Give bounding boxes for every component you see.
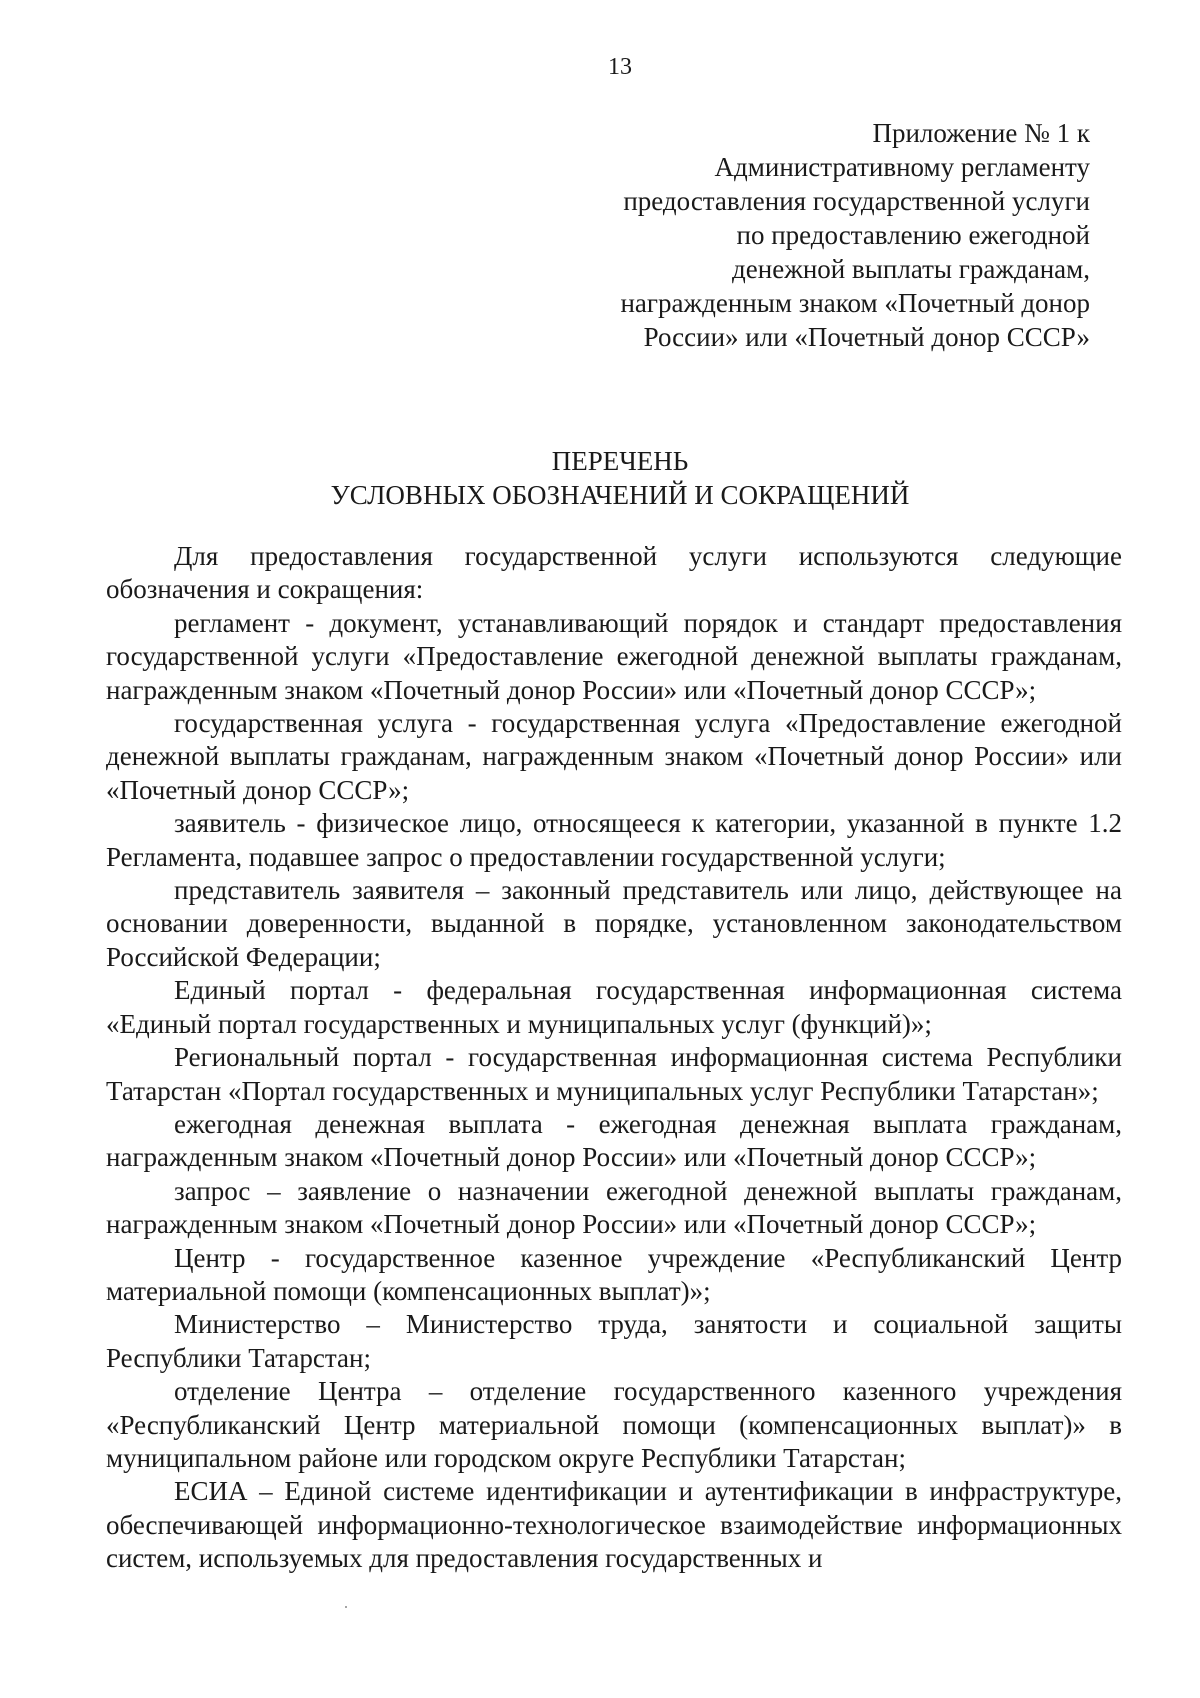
document-heading <box>0 444 1200 512</box>
definition-regionalnyi-portal: Региональный портал - государственная информационная система Республики Татарстан «Портал государственных и муниципальных услуг Республики Татарстан»; <box>106 1042 1122 1106</box>
definition-esia: ЕСИА – Единой системе идентификации и аутентификации в инфраструктуре, обеспечивающей информационно-технологическое взаимодействие информационных систем, используемых для предоставления государственных и <box>106 1476 1122 1574</box>
body-text <box>106 540 1122 1576</box>
appendix-line: Приложение № 1 к <box>872 118 1090 148</box>
scan-speck <box>345 1606 347 1608</box>
definition-zayavitel: заявитель - физическое лицо, относящееся к категории, указанной в пункте 1.2 Регламента, подавшее запрос о предоставлении государственной услуги; <box>106 808 1122 872</box>
appendix-line: денежной выплаты гражданам, <box>732 254 1090 284</box>
appendix-line: награжденным знаком «Почетный донор <box>620 288 1090 318</box>
definition-zapros: запрос – заявление о назначении ежегодной денежной выплаты гражданам, награжденным знаком «Почетный донор России» или «Почетный донор СССР»; <box>106 1175 1122 1240</box>
appendix-line: предоставления государственной услуги <box>623 186 1090 216</box>
definition-ministerstvo: Министерство – Министерство труда, занятости и социальной защиты Республики Татарстан; <box>106 1309 1122 1373</box>
paragraph-intro: Для предоставления государственной услуги используются следующие обозначения и сокращения: <box>106 541 1122 605</box>
appendix-line: по предоставлению ежегодной <box>736 220 1090 250</box>
appendix-line: России» или «Почетный донор СССР» <box>643 322 1090 352</box>
definition-predstavitel: представитель заявителя – законный представитель или лицо, действующее на основании доверенности, выданной в порядке, установленном законодательством Российской Федерации; <box>106 875 1122 972</box>
definition-reglament: регламент - документ, устанавливающий порядок и стандарт предоставления государственной услуги «Предоставление ежегодной денежной выплаты гражданам, награжденным знаком «Почетный донор России» или «Почетный донор СССР»; <box>106 607 1122 705</box>
definition-centr: Центр - государственное казенное учреждение «Республиканский Центр материальной помощи (компенсационных выплат)»; <box>106 1242 1122 1306</box>
definition-gos-usluga: государственная услуга - государственная услуга «Предоставление ежегодной денежной выплаты гражданам, награжденным знаком «Почетный донор России» или «Почетный донор СССР»; <box>106 708 1122 805</box>
appendix-block <box>470 116 1090 354</box>
appendix-line: Административному регламенту <box>714 152 1090 182</box>
heading-title: ПЕРЕЧЕНЬ <box>551 446 689 476</box>
page-number: 13 <box>608 54 632 80</box>
heading-subtitle: УСЛОВНЫХ ОБОЗНАЧЕНИЙ И СОКРАЩЕНИЙ <box>330 480 910 510</box>
definition-vyplata: ежегодная денежная выплата - ежегодная денежная выплата гражданам, награжденным знаком «Почетный донор России» или «Почетный донор СССР»; <box>106 1108 1122 1173</box>
definition-edinyi-portal: Единый портал - федеральная государственная информационная система «Единый портал государственных и муниципальных услуг (функций)»; <box>106 975 1122 1039</box>
definition-otdelenie: отделение Центра – отделение государственного казенного учреждения «Республиканский Центр материальной помощи (компенсационных выплат)» в муниципальном районе или городском округе Республики Татарстан; <box>106 1376 1122 1473</box>
